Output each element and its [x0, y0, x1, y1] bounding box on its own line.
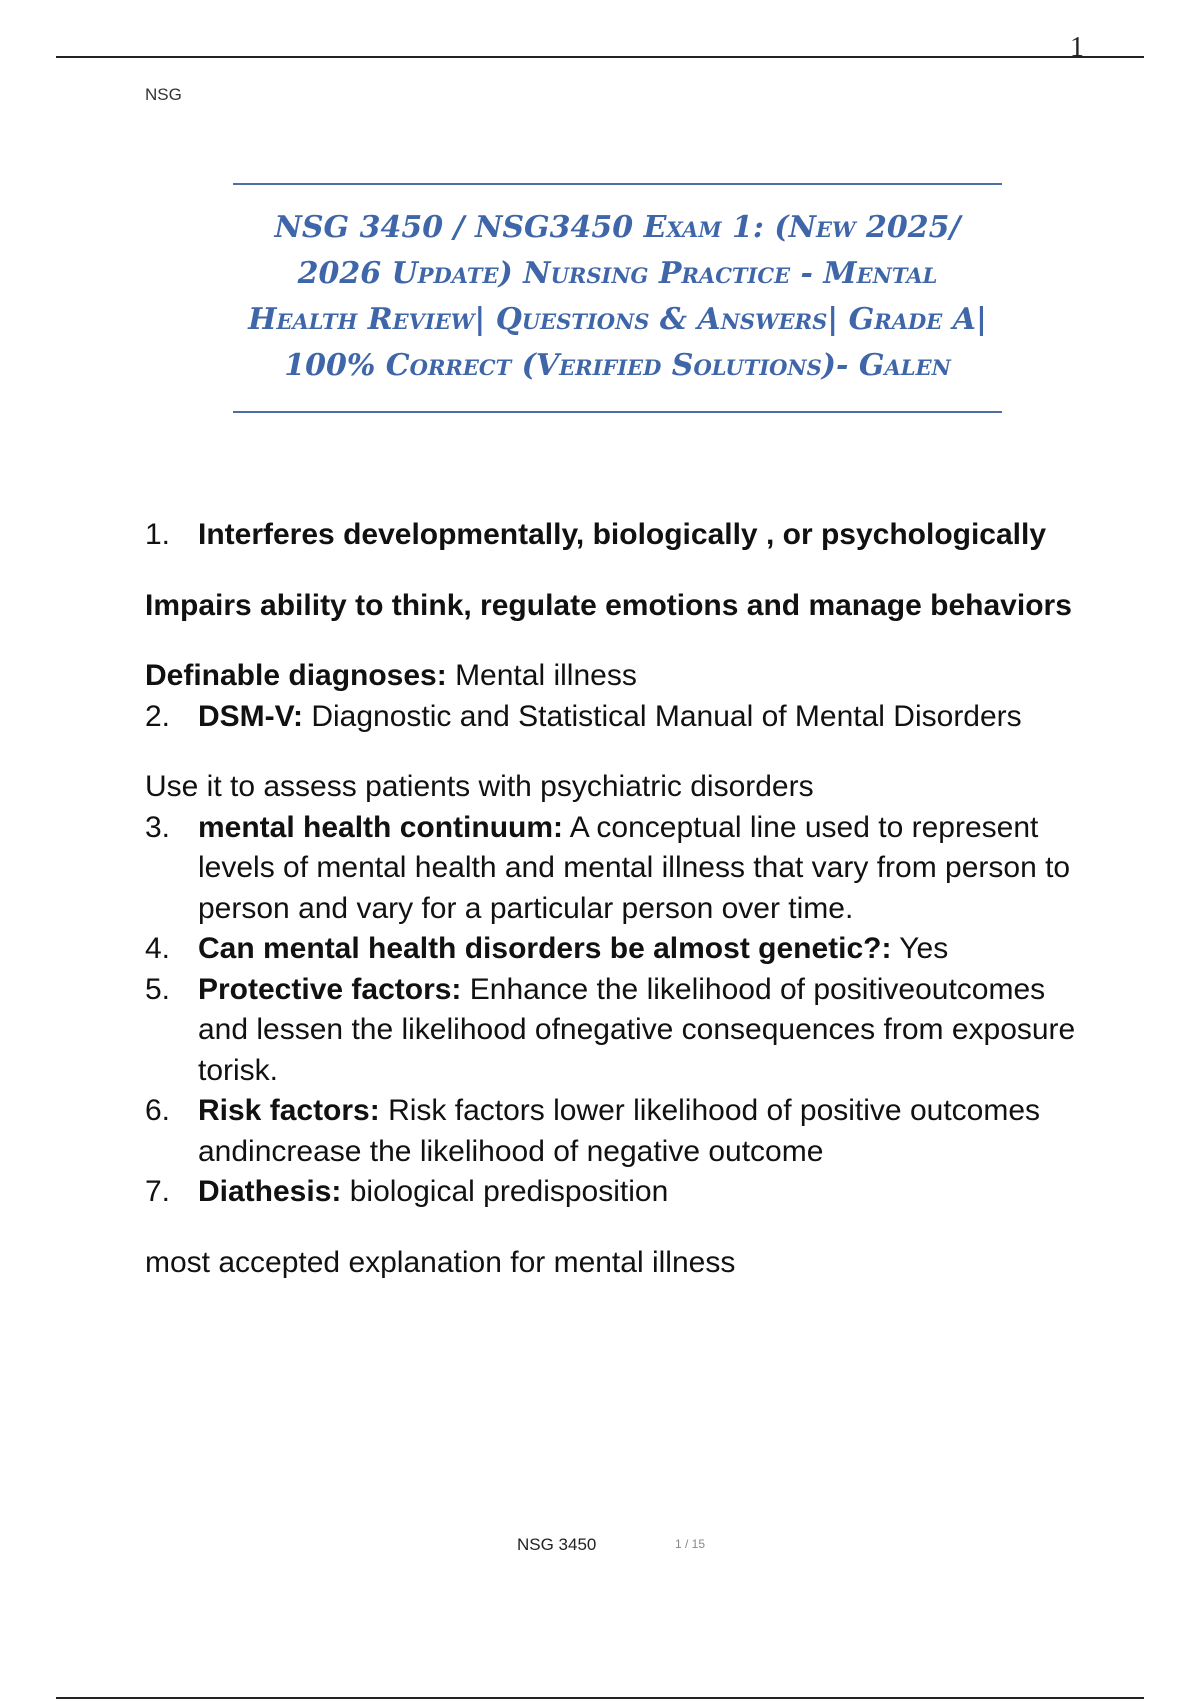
list-number: 5.: [145, 972, 171, 1006]
item-term: Diathesis:: [198, 1175, 342, 1208]
item-term: Risk factors:: [198, 1094, 380, 1127]
title-line-3: Health Review| Questions & Answers| Grade A|: [248, 302, 987, 337]
list-item-3: [145, 808, 1095, 930]
item-text: Risk factors lower likelihood of positive outcomes andincrease the likelihood of negative outcome: [198, 1094, 1041, 1168]
paragraph-impairs: [145, 586, 1095, 627]
list-item-1: [145, 515, 1095, 556]
item-text: Diagnostic and Statistical Manual of Mental Disorders: [303, 699, 1022, 733]
list-item-4: [145, 929, 1095, 970]
item-text: Mental illness: [446, 659, 637, 692]
title-line-4: 100% Correct (Verified Solutions)- Galen: [284, 348, 951, 383]
paragraph-most-accepted: [145, 1243, 1095, 1284]
paragraph-text: most accepted explanation for mental illness: [145, 1245, 736, 1279]
document-title: [233, 183, 1002, 413]
footer-label: NSG 3450: [517, 1535, 597, 1554]
list-number: 1.: [145, 518, 171, 551]
item-term: DSM-V:: [198, 699, 303, 733]
paragraph-text: Use it to assess patients with psychiatric disorders: [145, 770, 814, 803]
item-term: Definable diagnoses:: [145, 659, 447, 692]
item-term: Interferes developmentally, biologically , or psychologically: [198, 518, 1047, 551]
paragraph-use-it: [145, 767, 1095, 808]
header-label: NSG: [145, 85, 182, 104]
item-term: mental health continuum:: [198, 810, 564, 844]
page-footer: [0, 1535, 1200, 1555]
page-number: 1: [1070, 32, 1084, 63]
list-item-5: [145, 970, 1095, 1092]
document-body: [145, 515, 1095, 1313]
item-term: Protective factors:: [198, 972, 462, 1006]
title-line-1: NSG 3450 / NSG3450 Exam 1: (New 2025/: [274, 210, 961, 245]
bottom-rule: [56, 1697, 1144, 1699]
item-text: Yes: [891, 932, 949, 965]
item-text: biological predisposition: [341, 1175, 669, 1208]
footer-page-count: 1 / 15: [675, 1537, 706, 1551]
list-number: 6.: [145, 1094, 171, 1127]
list-number: 2.: [145, 699, 171, 733]
list-item-2: [145, 697, 1095, 738]
top-rule: [56, 56, 1144, 58]
paragraph-bold-text: Impairs ability to think, regulate emotions and manage behaviors: [145, 588, 1072, 622]
list-item-6: [145, 1091, 1095, 1172]
item-text: A conceptual line used to represent levels of mental health and mental illness that vary from person to person and vary for a particular person over time.: [198, 810, 1071, 925]
title-line-2: 2026 Update) Nursing Practice - Mental: [297, 256, 938, 291]
list-item-7: [145, 1172, 1095, 1213]
paragraph-definable-diagnoses: [145, 656, 1095, 697]
list-number: 7.: [145, 1175, 171, 1208]
list-number: 4.: [145, 932, 171, 965]
item-term: Can mental health disorders be almost genetic?:: [198, 932, 892, 965]
list-number: 3.: [145, 810, 171, 844]
item-text: Enhance the likelihood of positiveoutcomes and lessen the likelihood ofnegative consequences from exposure torisk.: [198, 972, 1076, 1087]
